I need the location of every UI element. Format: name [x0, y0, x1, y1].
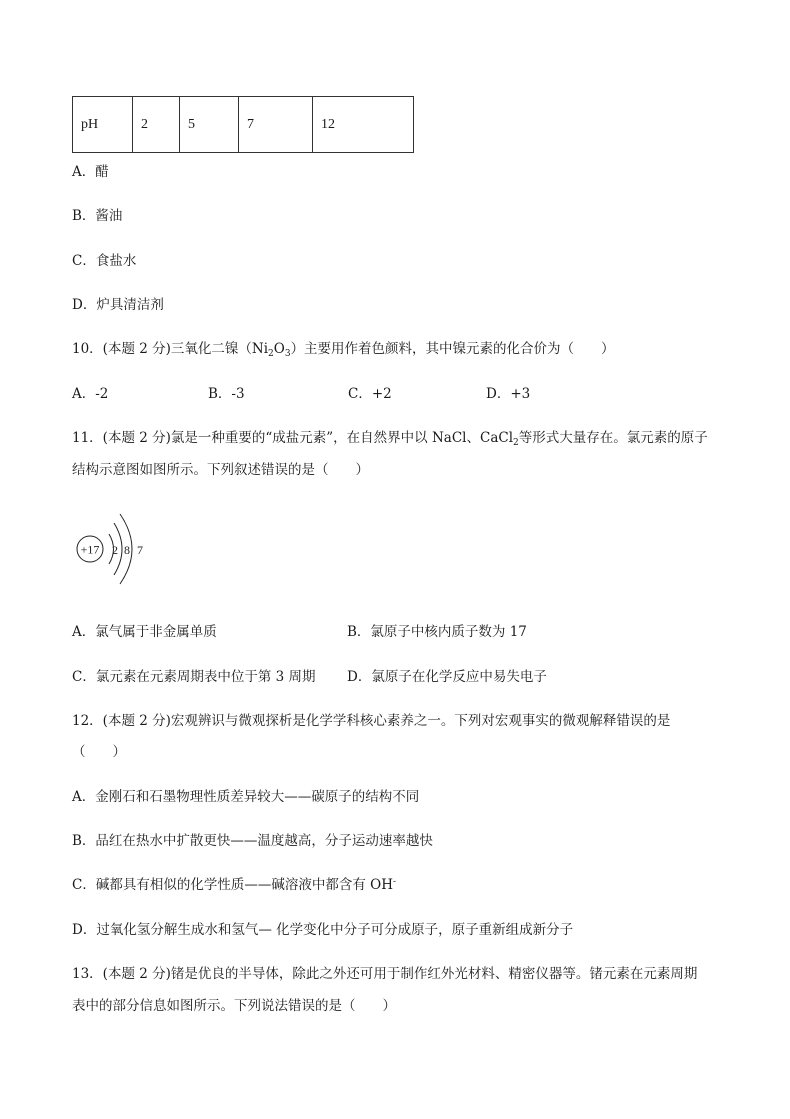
ph-value-cell: 12	[313, 97, 414, 153]
ph-value-cell: 5	[180, 97, 239, 153]
q12-option-d: D．过氧化氢分解生成水和氢气— 化学变化中分子可分成原子，原子重新组成新分子	[72, 922, 574, 938]
q9-option-c: C．食盐水	[72, 253, 137, 269]
q12-option-c-superscript: -	[392, 877, 397, 887]
q10-stem-suffix: ）主要用作着色颜料，其中镍元素的化合价为（ ）	[290, 341, 615, 357]
q13-stem-line2: 表中的部分信息如图所示。下列说法错误的是（ ）	[72, 998, 396, 1014]
q10-subscript-2: 3	[284, 349, 291, 359]
q11-line1-prefix: 11．(本题 2 分)氯是一种重要的“成盐元素”，在自然界中以 NaCl、CaCl	[72, 430, 514, 446]
q10-option-d: D．+3	[486, 386, 531, 402]
q12-stem-line2: （ ）	[72, 744, 126, 760]
q11-stem-line2: 结构示意图如图所示。下列叙述错误的是（ ）	[72, 462, 369, 478]
q9-option-d: D．炉具清洁剂	[72, 297, 164, 313]
q13-stem-line1: 13．(本题 2 分)锗是优良的半导体，除此之外还可用于制作红外光材料、精密仪器等。锗元素在元素周期	[72, 966, 698, 982]
shell-electron-count: 7	[137, 543, 143, 557]
shell-electron-count: 2	[112, 543, 118, 557]
ph-value-cell: 7	[239, 97, 313, 153]
q12-stem-line1: 12．(本题 2 分)宏观辨识与微观探析是化学学科核心素养之一。下列对宏观事实的微观解释错误的是	[72, 713, 671, 729]
ph-table	[72, 96, 414, 153]
q11-option-a: A．氯气属于非金属单质	[72, 624, 217, 640]
nucleus-charge: +17	[80, 542, 100, 557]
q10-option-a: A．-2	[72, 386, 109, 402]
q11-option-d: D．氯原子在化学反应中易失电子	[347, 669, 547, 685]
ph-header-cell: pH	[73, 97, 133, 153]
shell-electron-count: 8	[124, 543, 130, 557]
q11-subscript: 2	[513, 438, 519, 448]
chlorine-atom-structure-diagram	[72, 500, 162, 600]
q10-option-c: C．+2	[348, 386, 392, 402]
q10-stem	[72, 337, 615, 359]
q10-stem-prefix: 10．(本题 2 分)三氧化二镍（Ni	[72, 341, 269, 357]
q12-option-c	[72, 873, 396, 893]
q12-option-a: A．金刚石和石墨物理性质差异较大——碳原子的结构不同	[72, 789, 420, 805]
q11-option-b: B．氯原子中核内质子数为 17	[347, 624, 527, 640]
q10-option-b: B．-3	[208, 386, 245, 402]
q10-subscript-1: 2	[268, 349, 274, 359]
ph-value-cell: 2	[133, 97, 180, 153]
q9-option-b: B．酱油	[72, 208, 123, 224]
q12-option-b: B．品红在热水中扩散更快——温度越高，分子运动速率越快	[72, 833, 433, 849]
q12-option-c-text: C．碱都具有相似的化学性质——碱溶液中都含有 OH	[72, 877, 393, 893]
ph-table-row	[73, 97, 414, 153]
q11-option-c: C．氯元素在元素周期表中位于第 3 周期	[72, 669, 316, 685]
q9-option-a: A．醋	[72, 164, 109, 180]
q10-stem-mid: O	[273, 341, 285, 357]
q11-stem-line1	[72, 426, 708, 448]
q11-line1-suffix: 等形式大量存在。氯元素的原子	[518, 430, 708, 446]
